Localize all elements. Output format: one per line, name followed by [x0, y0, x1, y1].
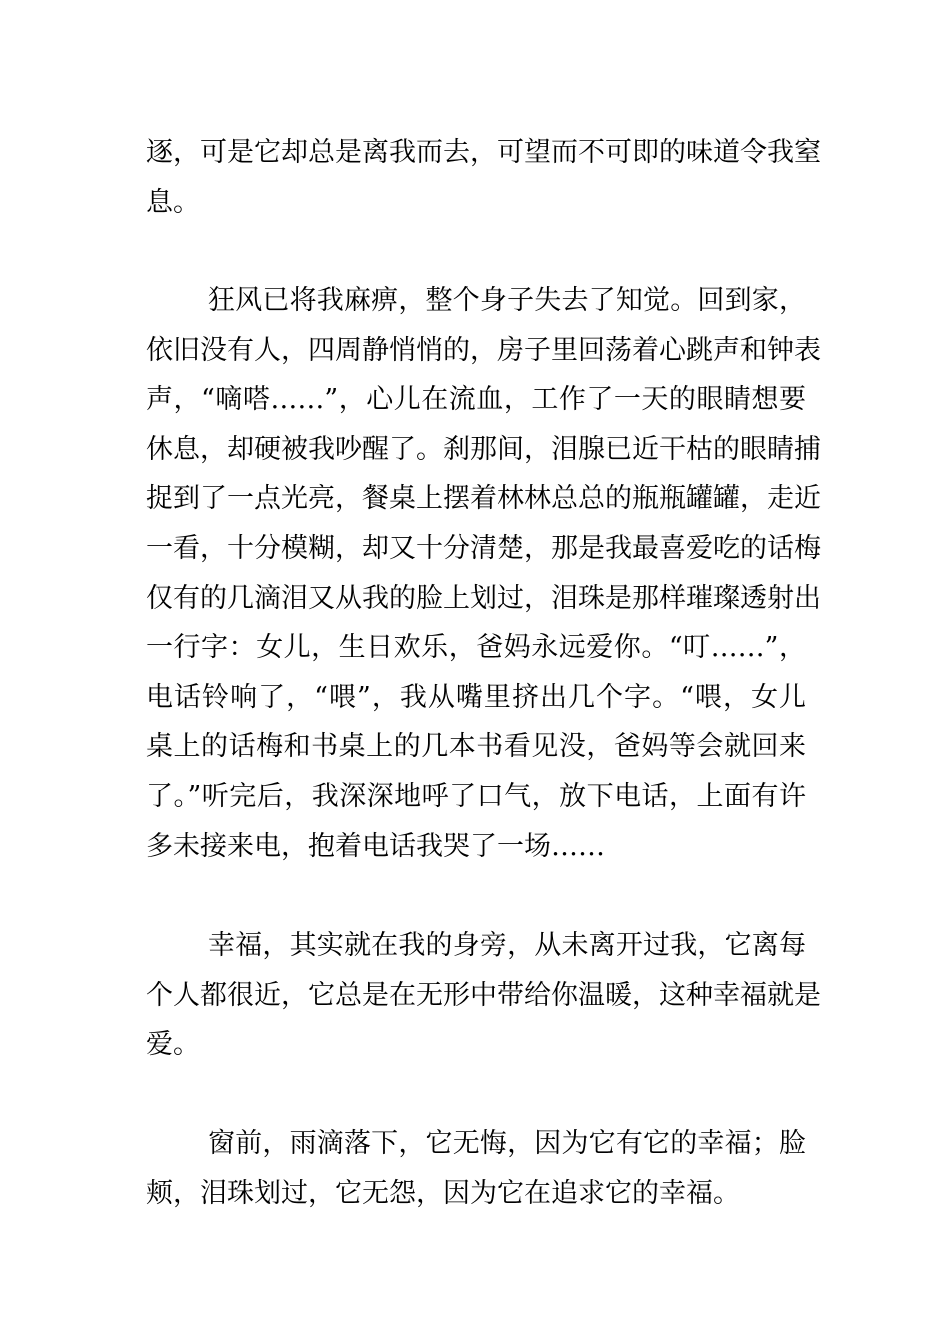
text-line: 息。	[146, 186, 200, 218]
text-line: 依旧没有人，四周静悄悄的，房子里回荡着心跳声和钟表	[146, 334, 821, 366]
text-line: 窗前，雨滴落下，它无悔，因为它有它的幸福；脸	[208, 1128, 806, 1159]
text-line: 休息，却硬被我吵醒了。刹那间，泪腺已近干枯的眼睛捕	[146, 433, 821, 465]
text-line: 声，“嘀嗒……”，心儿在流血，工作了一天的眼睛想要	[146, 384, 806, 416]
text-line: 爱。	[146, 1029, 200, 1061]
text-line: 一看，十分模糊，却又十分清楚，那是我最喜爱吃的话梅	[146, 532, 821, 564]
paragraph-4	[146, 1119, 806, 1218]
text-line: 了。”听完后，我深深地呼了口气，放下电话，上面有许	[146, 780, 806, 812]
text-line: 狂风已将我麻痹，整个身子失去了知觉。回到家，	[208, 285, 806, 316]
text-line: 仅有的几滴泪又从我的脸上划过，泪珠是那样璀璨透射出	[146, 582, 821, 614]
text-line: 捉到了一点光亮，餐桌上摆着林林总总的瓶瓶罐罐，走近	[146, 483, 821, 515]
text-line: 桌上的话梅和书桌上的几本书看见没，爸妈等会就回来	[146, 731, 806, 763]
text-line: 个人都很近，它总是在无形中带给你温暖，这种幸福就是	[146, 979, 821, 1011]
text-line: 一行字：女儿，生日欢乐，爸妈永远爱你。“叮……”，	[146, 632, 806, 664]
text-line: 逐，可是它却总是离我而去，可望而不可即的味道令我窒	[146, 137, 821, 168]
text-line: 颊，泪珠划过，它无怨，因为它在追求它的幸福。	[146, 1177, 740, 1209]
text-line: 电话铃响了，“喂”，我从嘴里挤出几个字。“喂，女儿	[146, 681, 806, 713]
paragraph-2	[146, 276, 821, 871]
paragraph-1	[146, 128, 821, 227]
text-line: 多未接来电，抱着电话我哭了一场……	[146, 830, 605, 862]
paragraph-3	[146, 921, 821, 1070]
text-line: 幸福，其实就在我的身旁，从未离开过我，它离每	[208, 930, 806, 961]
